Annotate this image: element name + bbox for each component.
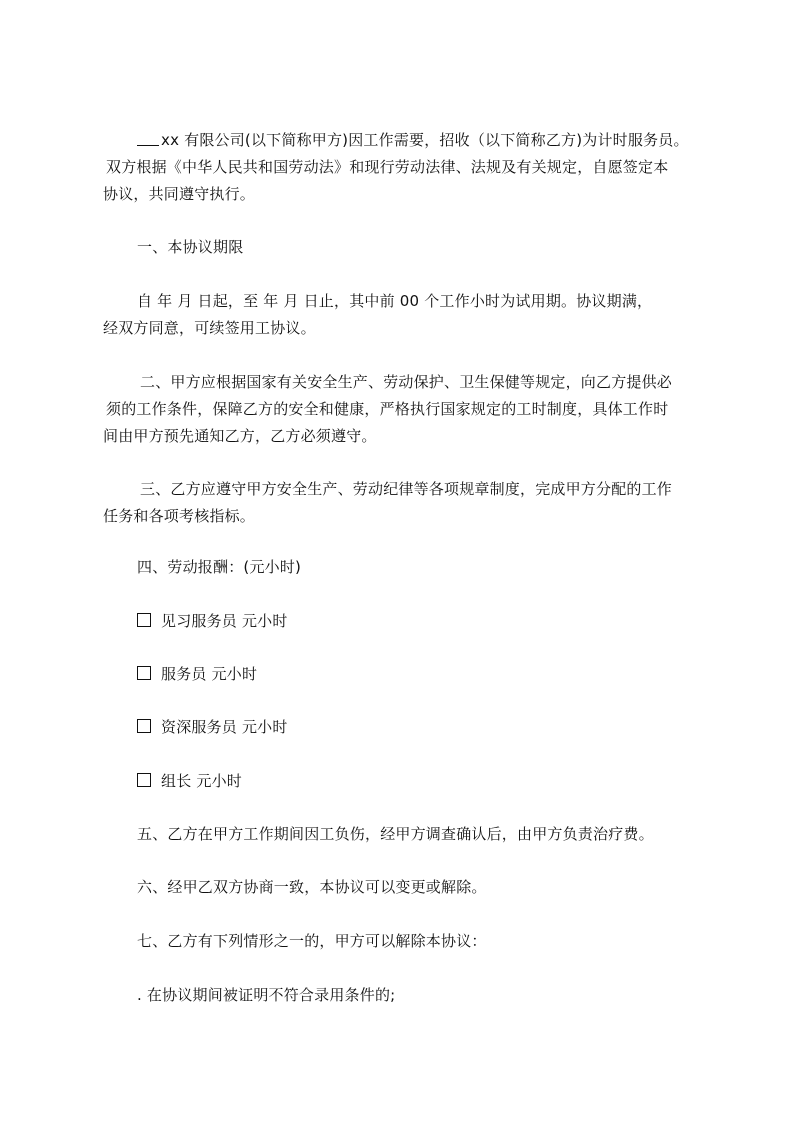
company-name-blank xyxy=(137,131,159,146)
section-5-text: 五、乙方在甲方工作期间因工负伤，经甲方调查确认后，由甲方负责治疗费。 xyxy=(137,825,654,843)
section-3-line-2: 任务和各项考核指标。 xyxy=(103,507,256,525)
section-1-line-1: 自 年 月 日起，至 年 月 日止，其中前 00 个工作小时为试用期。协议期满， xyxy=(137,292,653,310)
intro-line-1 xyxy=(137,130,689,150)
pay-option-label: 资深服务员 元小时 xyxy=(161,718,288,736)
section-7-heading: 七、乙方有下列情形之一的，甲方可以解除本协议： xyxy=(137,932,487,950)
checkbox[interactable] xyxy=(137,719,151,733)
checkbox[interactable] xyxy=(137,613,151,627)
pay-option-label: 服务员 元小时 xyxy=(161,665,258,683)
pay-option-label: 见习服务员 元小时 xyxy=(161,612,288,630)
pay-option-label: 组长 元小时 xyxy=(161,772,242,790)
section-4-heading: 四、劳动报酬：(元小时) xyxy=(137,558,302,576)
section-7-item-1: . 在协议期间被证明不符合录用条件的; xyxy=(137,986,396,1004)
intro-line-2: 双方根据《中华人民共和国劳动法》和现行劳动法律、法规及有关规定，自愿签定本 xyxy=(106,158,669,176)
section-6-text: 六、经甲乙双方协商一致，本协议可以变更或解除。 xyxy=(137,878,487,896)
section-2-line-3: 间由甲方预先通知乙方，乙方必须遵守。 xyxy=(103,427,377,445)
pay-option-senior-attendant[interactable] xyxy=(137,717,288,737)
pay-option-team-leader[interactable] xyxy=(137,771,242,791)
checkbox[interactable] xyxy=(137,666,151,680)
intro-line-3: 协议，共同遵守执行。 xyxy=(103,185,256,203)
intro-line-1-text: xx 有限公司(以下简称甲方)因工作需要，招收（以下简称乙方)为计时服务员。 xyxy=(161,131,689,149)
checkbox[interactable] xyxy=(137,773,151,787)
pay-option-attendant[interactable] xyxy=(137,664,257,684)
section-1-line-2: 经双方同意，可续签用工协议。 xyxy=(103,319,316,337)
section-2-line-2: 须的工作条件，保障乙方的安全和健康，严格执行国家规定的工时制度，具体工作时 xyxy=(106,400,669,418)
section-3-line-1: 三、乙方应遵守甲方安全生产、劳动纪律等各项规章制度，完成甲方分配的工作 xyxy=(140,480,673,498)
section-2-line-1: 二、甲方应根据国家有关安全生产、劳动保护、卫生保健等规定，向乙方提供必 xyxy=(140,373,673,391)
pay-option-trainee[interactable] xyxy=(137,611,288,631)
section-1-heading: 一、本协议期限 xyxy=(137,238,244,256)
